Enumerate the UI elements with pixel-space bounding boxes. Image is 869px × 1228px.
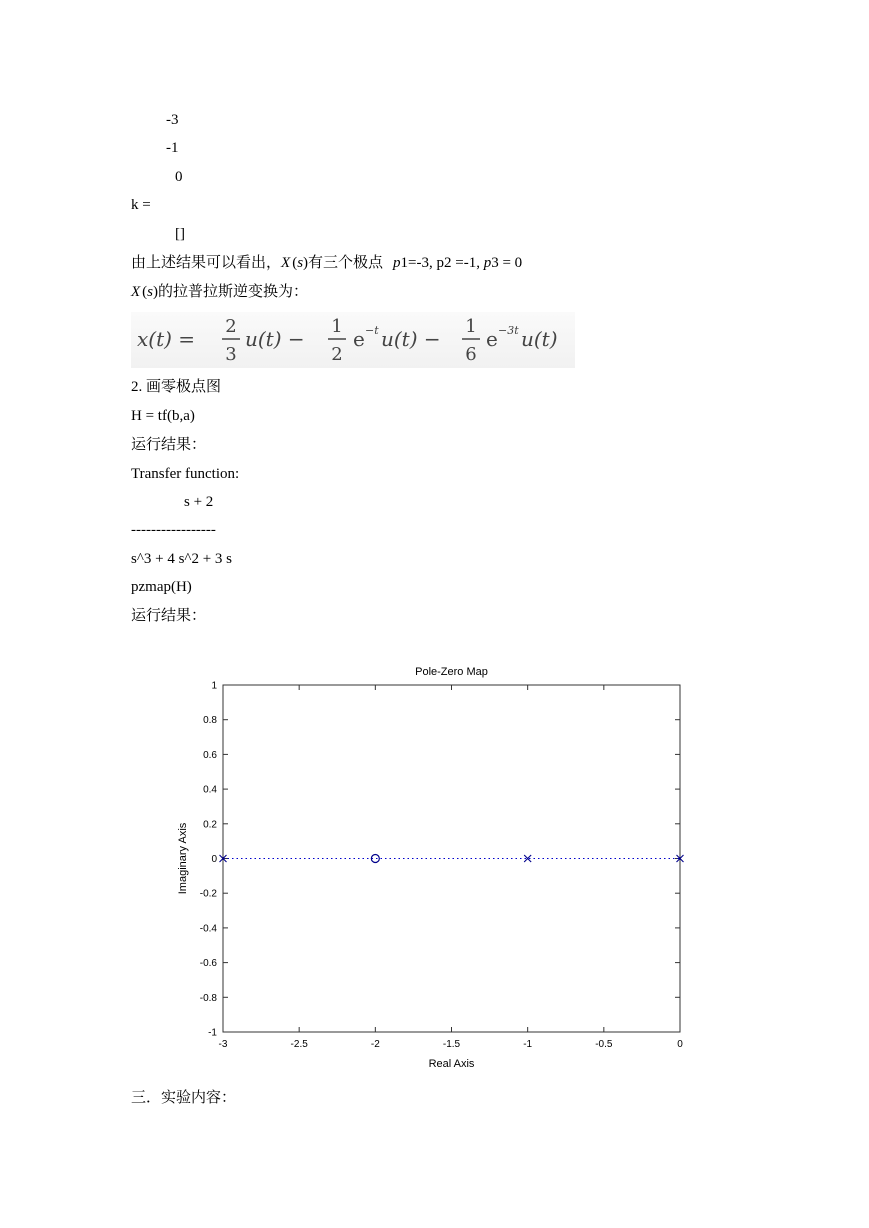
x-tick-label: -1.5 (442, 1039, 461, 1050)
term-2-tail: u(t) − (381, 327, 441, 351)
x-tick-label: -2 (370, 1039, 380, 1050)
code-tf: H = tf(b,a) (131, 408, 195, 424)
y-axis-label: Imaginary Axis (177, 822, 189, 895)
fraction-3-numerator: 1 (465, 316, 477, 337)
y-tick-label: -0.4 (199, 923, 217, 935)
inverse-laplace-formula (131, 312, 575, 368)
fraction-2-denominator: 2 (331, 344, 343, 365)
term-1-tail: u(t) − (245, 327, 305, 351)
pole-zero-chart (170, 655, 700, 1075)
x-axis-label: Real Axis (428, 1058, 475, 1070)
k-value: [] (175, 226, 185, 242)
section-heading-experiment: 三．实验内容： (131, 1090, 237, 1106)
k-label: k = (131, 197, 151, 213)
exponent-1: −t (365, 324, 379, 337)
result-value-3: 0 (175, 169, 183, 185)
run-result-label-1: 运行结果： (131, 437, 207, 453)
y-tick-label: -0.8 (199, 992, 217, 1004)
fraction-1-denominator: 3 (225, 344, 237, 365)
y-tick-label: 0.4 (203, 784, 217, 796)
result-value-1: -3 (166, 112, 179, 128)
exponent-2: −3t (498, 324, 519, 337)
x-tick-label: -0.5 (595, 1039, 613, 1050)
fraction-3-denominator: 6 (465, 344, 477, 365)
x-tick-label: -2.5 (290, 1039, 308, 1050)
fraction-1-numerator: 2 (225, 316, 237, 337)
run-result-label-2: 运行结果： (131, 608, 207, 624)
y-tick-label: 0.6 (203, 749, 217, 761)
y-tick-label: -1 (208, 1027, 217, 1039)
code-pzmap: pzmap(H) (131, 579, 192, 595)
tf-fraction-bar: ----------------- (131, 522, 216, 538)
tf-denominator: s^3 + 4 s^2 + 3 s (131, 551, 233, 567)
tf-numerator: s + 2 (184, 494, 214, 510)
y-tick-label: 1 (211, 680, 217, 692)
x-tick-label: 0 (677, 1039, 683, 1050)
x-tick-label: -3 (218, 1039, 228, 1050)
pole-zero-svg (170, 655, 700, 1075)
term-3-tail: u(t) (521, 327, 558, 351)
chart-title: Pole-Zero Map (415, 666, 488, 678)
result-value-2: -1 (166, 140, 179, 156)
y-tick-label: 0.8 (203, 715, 217, 727)
formula-lhs: x(t) = (137, 327, 196, 351)
exp-base-2: e (486, 327, 498, 351)
transfer-function-label: Transfer function: (131, 466, 240, 482)
x-tick-label: -1 (523, 1039, 533, 1050)
inverse-laplace-heading: X (s)的拉普拉斯逆变换为： (131, 284, 309, 300)
section-heading-pzmap: 2. 画零极点图 (131, 379, 222, 395)
y-tick-label: 0 (211, 854, 217, 865)
y-tick-label: -0.2 (199, 888, 217, 900)
exp-base-1: e (353, 327, 365, 351)
y-tick-label: 0.2 (203, 819, 217, 831)
y-tick-label: -0.6 (199, 958, 217, 970)
fraction-2-numerator: 1 (331, 316, 343, 337)
poles-statement: 由上述结果可以看出，X (s)有三个极点 p1=-3, p2 =-1, p3 = 0 (131, 255, 523, 271)
